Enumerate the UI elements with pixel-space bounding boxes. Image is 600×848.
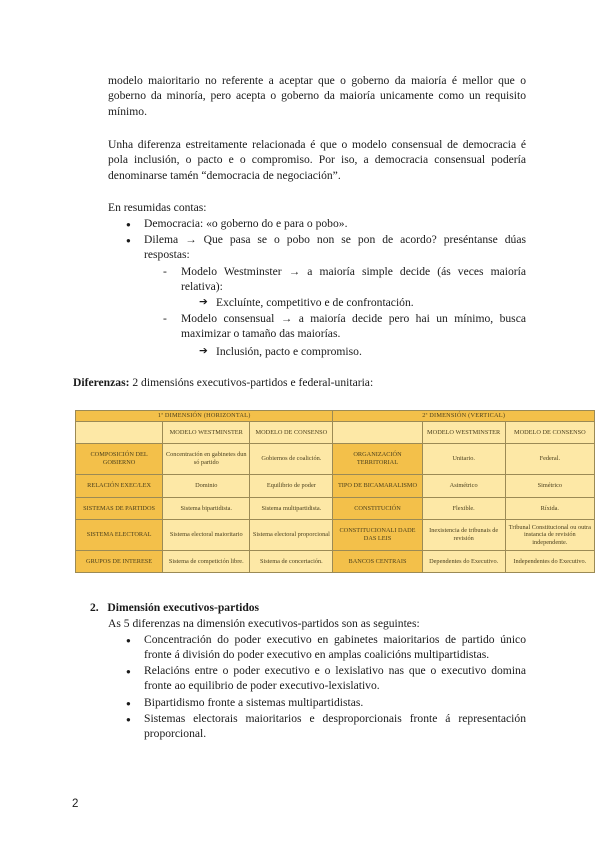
- list-item: [126, 663, 526, 694]
- table-cell: Ríxida.: [505, 498, 594, 520]
- list-item: [199, 295, 526, 310]
- bullet-icon: ●: [126, 699, 131, 708]
- row-label: BANCOS CENTRAIS: [333, 551, 422, 573]
- column-header: MODELO WESTMINSTER: [163, 422, 250, 444]
- list-item-text: relativa):: [181, 280, 223, 294]
- paragraph-line: pola inclusión, o pacto e o compromiso. Por iso, a democracia consensual podería: [108, 153, 526, 167]
- differences-text: 2 dimensións executivos-partidos e federal-unitaria:: [129, 376, 374, 389]
- paragraph-line: denominarse tamén “democracia de negociación”.: [108, 168, 341, 182]
- section-heading: 2. Dimensión executivos-partidos: [90, 601, 260, 614]
- table-cell: Sistema electoral maioritario: [163, 520, 250, 551]
- paragraph-1: [108, 73, 526, 119]
- differences-line: [73, 375, 533, 390]
- list-item-text: respostas:: [144, 248, 190, 262]
- list-item-text: Inclusión, pacto e compromiso.: [216, 345, 362, 358]
- row-label: SISTEMA ELECTORAL: [76, 520, 163, 551]
- list-item-text: fronte ao equilibrio de poder executivo-lexislativo.: [144, 679, 380, 693]
- table-cell: Sistema bipartidista.: [163, 498, 250, 520]
- summary-intro: En resumidas contas:: [108, 201, 207, 214]
- table-cell: Sistema multipartidista.: [250, 498, 333, 520]
- row-label: SISTEMAS DE PARTIDOS: [76, 498, 163, 520]
- dimension-2-header: 2ª DIMENSIÓN (VERTICAL): [333, 411, 595, 422]
- paragraph-line: modelo maioritario no referente a aceptar que o goberno da maioría é mellor que o: [108, 74, 526, 87]
- table-cell: Equilibrio de poder: [250, 475, 333, 498]
- row-label: GRUPOS DE INTERESE: [76, 551, 163, 573]
- row-label: CONSTITUCIONALI DADE DAS LEIS: [333, 520, 422, 551]
- bullet-icon: ●: [126, 236, 131, 245]
- list-item-text: Modelo consensual → a maioría decide pero hai un mínimo, busca: [181, 312, 526, 325]
- table-row: [76, 444, 595, 475]
- list-item: [126, 232, 526, 263]
- list-item: [126, 711, 526, 742]
- table-cell: Simétrico: [505, 475, 594, 498]
- column-header: MODELO DE CONSENSO: [250, 422, 333, 444]
- list-item-text: Dilema → Que pasa se o pobo non se pon de acordo? preséntanse dúas: [144, 233, 526, 246]
- table-cell: Sistema de concertación.: [250, 551, 333, 573]
- list-item-text: Excluínte, competitivo e de confrontación.: [216, 296, 414, 309]
- list-item: [163, 311, 526, 342]
- dash-icon: -: [163, 312, 167, 325]
- table-cell: [333, 422, 422, 444]
- list-item-text: Concentración do poder executivo en gabinetes maioritarios de partido único: [144, 633, 526, 646]
- page-number: 2: [72, 798, 79, 810]
- table-cell: Dependentes do Executivo.: [422, 551, 505, 573]
- table-cell: Concentración en gabinetes dun só partido: [163, 444, 250, 475]
- column-header: MODELO WESTMINSTER: [422, 422, 505, 444]
- row-label: COMPOSICIÓN DEL GOBIERNO: [76, 444, 163, 475]
- comparison-table: [75, 410, 595, 573]
- list-item: [126, 695, 526, 710]
- table-cell: Federal.: [505, 444, 594, 475]
- table-row: [76, 475, 595, 498]
- table-row: [76, 520, 595, 551]
- row-label: CONSTITUCIÓN: [333, 498, 422, 520]
- differences-label: Diferenzas:: [73, 376, 130, 389]
- arrow-icon: ➔: [199, 345, 208, 357]
- list-item-text: Sistemas electorais maioritarios e desproporcionais fronte á representación: [144, 712, 526, 725]
- section-intro: As 5 diferenzas na dimensión executivos-partidos son as seguintes:: [108, 617, 420, 630]
- row-label: ORGANIZACIÓN TERRITORIAL: [333, 444, 422, 475]
- list-item-text: proporcional.: [144, 727, 207, 741]
- arrow-icon: ➔: [199, 296, 208, 308]
- list-item: [199, 344, 526, 359]
- table-row: [76, 498, 595, 520]
- dimension-1-header: 1ª DIMENSIÓN (HORIZONTAL): [76, 411, 333, 422]
- paragraph-line: goberno da minoría, pero acepta o goberno da maioría unicamente como un requisito: [108, 89, 526, 103]
- list-item-text: Bipartidismo fronte a sistemas multipartidistas.: [144, 696, 364, 709]
- bullet-icon: ●: [126, 715, 131, 724]
- bullet-icon: ●: [126, 220, 131, 229]
- list-item-text: Democracia: «o goberno do e para o pobo».: [144, 217, 348, 230]
- table-header-row: [76, 422, 595, 444]
- table-cell: Inexistencia de tribunais de revisión: [422, 520, 505, 551]
- table-cell: Unitario.: [422, 444, 505, 475]
- list-item-text: fronte á división do poder executivo en amplas coalicións multipartidistas.: [144, 648, 490, 662]
- table-cell: Sistema electoral proporcional: [250, 520, 333, 551]
- paragraph-line: mínimo.: [108, 104, 147, 118]
- table-row: [76, 551, 595, 573]
- table-cell: Sistema de competición libre.: [163, 551, 250, 573]
- list-item: [163, 264, 526, 295]
- column-header: MODELO DE CONSENSO: [505, 422, 594, 444]
- dash-icon: -: [163, 265, 167, 278]
- row-label: RELACIÓN EXEC/LEX: [76, 475, 163, 498]
- paragraph-2: [108, 137, 526, 183]
- bullet-icon: ●: [126, 667, 131, 676]
- table-cell: Independentes do Executivo.: [505, 551, 594, 573]
- list-item: [126, 216, 526, 231]
- paragraph-line: Unha diferenza estreitamente relacionada é que o modelo consensual de democracia é: [108, 138, 526, 151]
- list-item-text: maximizar o tamaño das maiorías.: [181, 327, 341, 341]
- table-cell: Dominio: [163, 475, 250, 498]
- table-cell: Tribunal Constitucional ou outra instancia de revisión independente.: [505, 520, 594, 551]
- table-header-row: [76, 411, 595, 422]
- table-cell: [76, 422, 163, 444]
- list-item: [126, 632, 526, 663]
- table-cell: Gobiernos de coalición.: [250, 444, 333, 475]
- table-cell: Flexible.: [422, 498, 505, 520]
- row-label: TIPO DE BICAMARALISMO: [333, 475, 422, 498]
- bullet-icon: ●: [126, 636, 131, 645]
- table-cell: Asimétrico: [422, 475, 505, 498]
- list-item-text: Modelo Westminster → a maioría simple decide (ás veces maioría: [181, 265, 526, 278]
- list-item-text: Relacións entre o poder executivo e o lexislativo nas que o executivo domina: [144, 664, 526, 677]
